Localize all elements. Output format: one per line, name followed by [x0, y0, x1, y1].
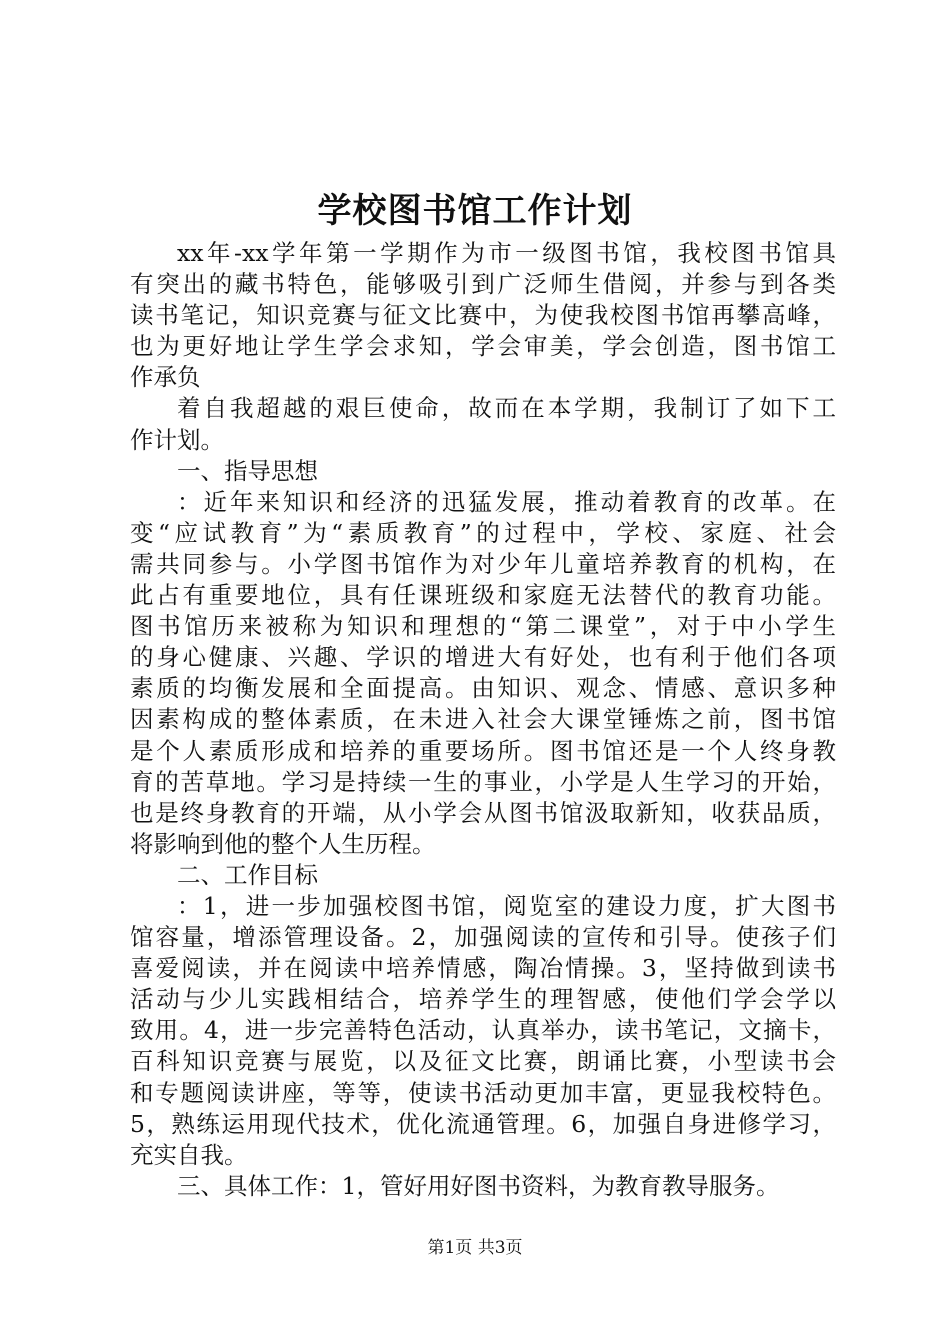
body-line: xx年-xx学年第一学期作为市一级图书馆，我校图书馆具 — [177, 239, 836, 267]
body-line: 将影响到他的整个人生历程。 — [130, 829, 436, 858]
body-line: 充实自我。 — [130, 1140, 248, 1169]
body-line: 致用。4，进一步完善特色活动，认真举办，读书笔记，文摘卡， — [130, 1016, 836, 1045]
body-line: 着自我超越的艰巨使命，故而在本学期，我制订了如下工 — [177, 394, 836, 423]
body-line: 百科知识竞赛与展览，以及征文比赛，朗诵比赛，小型读书会 — [130, 1047, 836, 1076]
body-line: 馆容量，增添管理设备。2，加强阅读的宣传和引导。使孩子们 — [130, 923, 836, 952]
document-title: 学校图书馆工作计划 — [317, 191, 633, 231]
body-line: 喜爱阅读，并在阅读中培养情感，陶冶情操。3，坚持做到读书 — [130, 954, 836, 983]
body-line: 活动与少儿实践相结合，培养学生的理智感，使他们学会学以 — [130, 985, 836, 1014]
body-line: 变“应试教育”为“素质教育”的过程中，学校、家庭、社会 — [130, 518, 836, 547]
body-line: 一、指导思想 — [177, 456, 318, 485]
body-line: 作承负 — [130, 363, 201, 392]
body-line: 素质的均衡发展和全面提高。由知识、观念、情感、意识多种 — [130, 674, 836, 703]
body-line: 有突出的藏书特色，能够吸引到广泛师生借阅，并参与到各类 — [130, 270, 836, 299]
body-line: 是个人素质形成和培养的重要场所。图书馆还是一个人终身教 — [130, 736, 836, 765]
body-line: 因素构成的整体素质，在未进入社会大课堂锤炼之前，图书馆 — [130, 705, 836, 734]
body-line: 二、工作目标 — [177, 860, 318, 889]
body-line: ：1，进一步加强校图书馆，阅览室的建设力度，扩大图书 — [177, 891, 836, 920]
body-line: 作计划。 — [130, 425, 224, 454]
body-line: 三、具体工作：1，管好用好图书资料，为教育教导服务。 — [177, 1171, 780, 1200]
body-line: 图书馆历来被称为知识和理想的“第二课堂”，对于中小学生 — [130, 612, 836, 641]
body-line: 的身心健康、兴趣、学识的增进大有好处，也有利于他们各项 — [130, 643, 836, 672]
page-footer: 第1页 共3页 — [427, 1238, 523, 1258]
body-line: ：近年来知识和经济的迅猛发展，推动着教育的改革。在 — [177, 487, 836, 516]
body-line: 此占有重要地位，具有任课班级和家庭无法替代的教育功能。 — [130, 581, 836, 610]
document-body — [130, 238, 836, 1202]
body-line: 读书笔记，知识竞赛与征文比赛中，为使我校图书馆再攀高峰， — [130, 301, 836, 330]
body-line: 也为更好地让学生学会求知，学会审美，学会创造，图书馆工 — [130, 332, 836, 361]
body-line: 也是终身教育的开端，从小学会从图书馆汲取新知，收获品质， — [130, 798, 836, 827]
body-line: 5，熟练运用现代技术，优化流通管理。6，加强自身进修学习， — [130, 1109, 836, 1138]
body-line: 需共同参与。小学图书馆作为对少年儿童培养教育的机构，在 — [130, 549, 836, 578]
body-line: 和专题阅读讲座，等等，使读书活动更加丰富，更显我校特色。 — [130, 1078, 836, 1107]
body-line: 育的苦草地。学习是持续一生的事业，小学是人生学习的开始， — [130, 767, 836, 796]
